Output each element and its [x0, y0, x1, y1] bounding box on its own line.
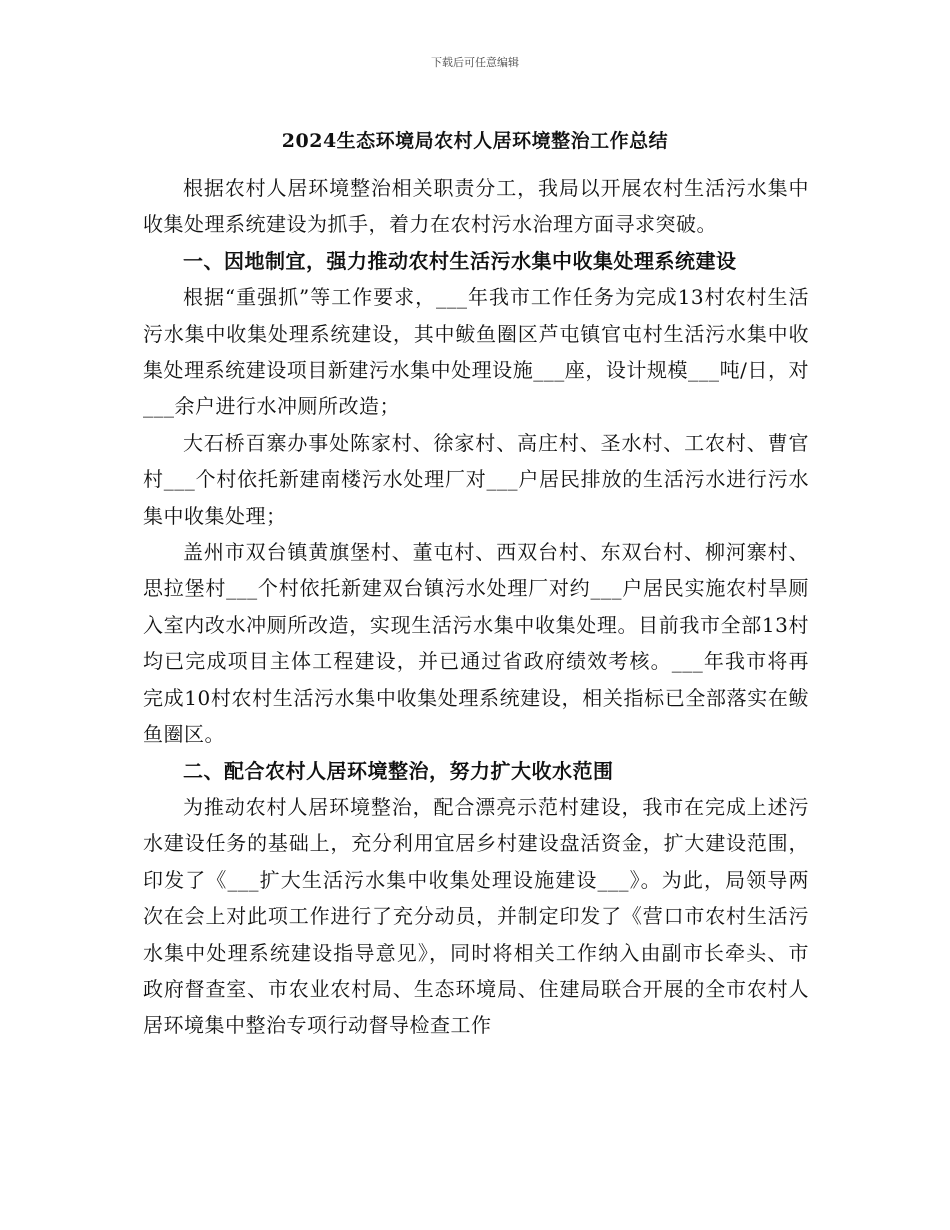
paragraph-intro: 根据农村人居环境整治相关职责分工，我局以开展农村生活污水集中收集处理系统建设为抓手，着力在农村污水治理方面寻求突破。 [143, 176, 809, 237]
section-heading-2: 二、配合农村人居环境整治，努力扩大收水范围 [183, 758, 614, 783]
document-title: 2024生态环境局农村人居环境整治工作总结 [281, 130, 669, 152]
paragraph-dashiqiao: 大石桥百寨办事处陈家村、徐家村、高庄村、圣水村、工农村、曹官村___个村依托新建南楼污水处理厂对___户居民排放的生活污水进行污水集中收集处理； [143, 430, 809, 528]
paragraph-tasks: 根据“重强抓”等工作要求，___年我市工作任务为完成13村农村生活污水集中收集处理系统建设，其中鲅鱼圈区芦屯镇官屯村生活污水集中收集处理系统建设项目新建污水集中处理设施___座，设计规模___吨/日，对___余户进行水冲厕所改造； [143, 285, 809, 419]
document-body [143, 170, 809, 1044]
section-heading-1: 一、因地制宜，强力推动农村生活污水集中收集处理系统建设 [183, 248, 737, 273]
paragraph-expansion: 为推动农村人居环境整治，配合漂亮示范村建设，我市在完成上述污水建设任务的基础上，充分利用宜居乡村建设盘活资金，扩大建设范围，印发了《___扩大生活污水集中收集处理设施建设___》。为此，局领导两次在会上对此项工作进行了充分动员，并制定印发了《营口市农村生活污水集中处理系统建设指导意见》，同时将相关工作纳入由副市长牵头、市政府督查室、市农业农村局、生态环境局、住建局联合开展的全市农村人居环境集中整治专项行动督导检查工作 [143, 794, 809, 1038]
paragraph-gaizhou: 盖州市双台镇黄旗堡村、董屯村、西双台村、东双台村、柳河寨村、思拉堡村___个村依托新建双台镇污水处理厂对约___户居民实施农村旱厕入室内改水冲厕所改造，实现生活污水集中收集处理。目前我市全部13村均已完成项目主体工程建设，并已通过省政府绩效考核。___年我市将再完成10村农村生活污水集中收集处理系统建设，相关指标已全部落实在鲅鱼圈区。 [143, 540, 809, 747]
header-note: 下载后可任意编辑 [431, 56, 519, 69]
